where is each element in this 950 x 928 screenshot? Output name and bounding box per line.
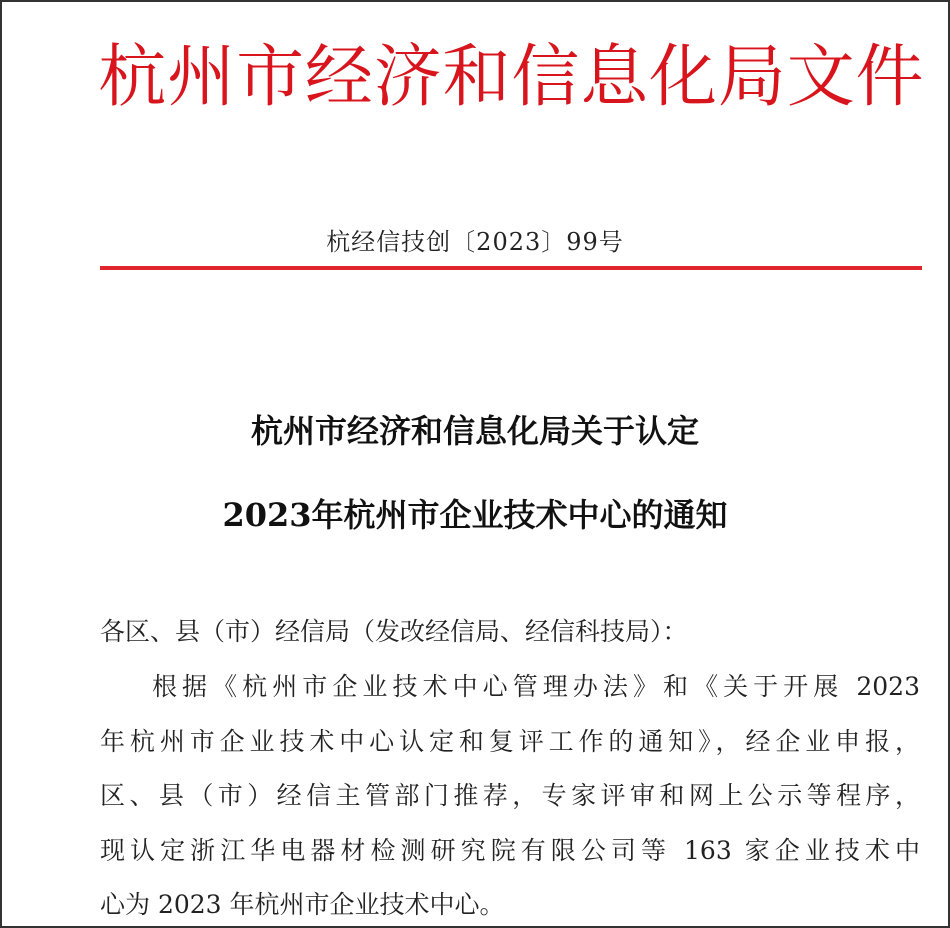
issuer-title-char: 化 (649, 38, 718, 117)
issuer-title-char: 文 (786, 38, 855, 117)
paragraph-line: 区、县（市）经信主管部门推荐，专家评审和网上公示等程序， (100, 781, 920, 810)
issuer-title-char: 经 (304, 38, 373, 117)
issuer-title-char: 件 (855, 38, 924, 117)
issuer-header (98, 28, 924, 128)
issuer-title-char: 和 (442, 38, 511, 117)
paragraph-line: 根据《杭州市企业技术中心管理办法》和《关于开展 2023 (152, 672, 920, 701)
paragraph-line: 现认定浙江华电器材检测研究院有限公司等 163 家企业技术中 (100, 836, 920, 865)
issuer-title-char: 州 (167, 38, 236, 117)
issuer-title-char: 信 (511, 38, 580, 117)
issuer-title-char: 市 (236, 38, 305, 117)
issuer-title-char: 息 (580, 38, 649, 117)
notice-title-line-2: 2023年杭州市企业技术中心的通知 (222, 496, 728, 534)
paragraph-line: 年杭州市企业技术中心认定和复评工作的通知》，经企业申报， (100, 727, 920, 756)
issuer-title-char: 杭 (98, 38, 167, 117)
document-number: 杭经信技创〔2023〕99号 (326, 228, 624, 256)
red-divider-line (100, 266, 922, 270)
issuer-title-char: 局 (717, 38, 786, 117)
salutation: 各区、县（市）经信局（发改经信局、经信科技局）： (100, 617, 688, 646)
issuer-title-char: 济 (373, 38, 442, 117)
paragraph-line: 心为 2023 年杭州市企业技术中心。 (100, 890, 505, 919)
notice-title-line-1: 杭州市经济和信息化局关于认定 (250, 412, 699, 450)
